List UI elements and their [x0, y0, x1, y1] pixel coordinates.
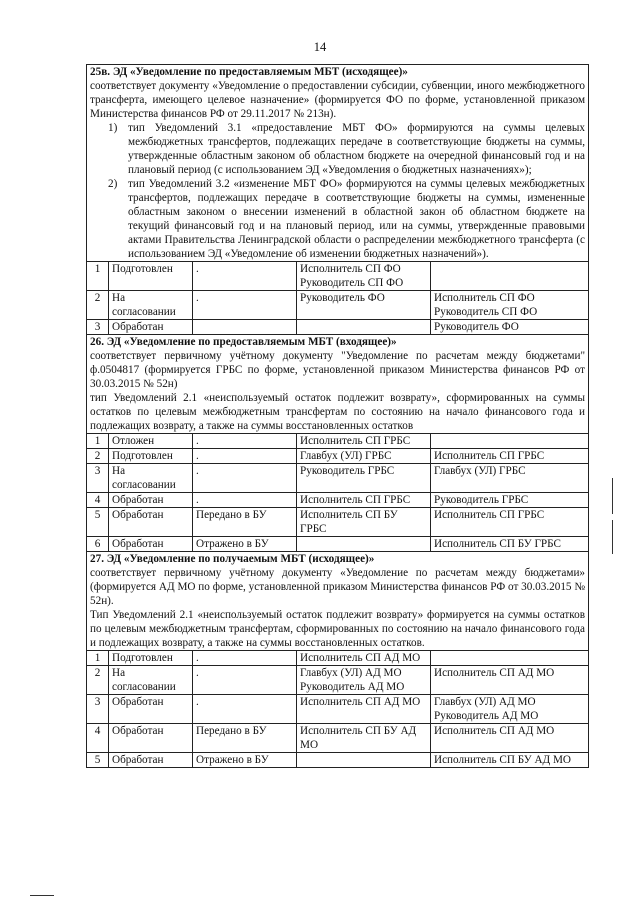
page-number: 14: [313, 40, 327, 54]
status-cell: Обработан: [109, 493, 193, 508]
row-number: 3: [87, 695, 109, 724]
status-cell: Обработан: [109, 724, 193, 753]
responsible-cell: Руководитель ГРБС: [297, 464, 431, 493]
status-cell: Обработан: [109, 320, 193, 335]
table-row: [87, 449, 589, 464]
section-description: [87, 552, 589, 651]
status-cell: Обработан: [109, 695, 193, 724]
responsible-cell: Главбух (УЛ) АД МО Руководитель АД МО: [297, 666, 431, 695]
table-row: [87, 320, 589, 335]
row-number: 4: [87, 493, 109, 508]
row-number: 1: [87, 262, 109, 291]
footer-mark: [30, 895, 54, 896]
row-number: 3: [87, 464, 109, 493]
next-step-cell: Исполнитель СП АД МО: [431, 666, 589, 695]
next-step-cell: Руководитель ГРБС: [431, 493, 589, 508]
document-body: [86, 64, 588, 768]
table-row: [87, 493, 589, 508]
row-number: 4: [87, 724, 109, 753]
responsible-cell: [297, 753, 431, 768]
status-cell: Обработан: [109, 508, 193, 537]
table-row: [87, 291, 589, 320]
section-intro-2: Тип Уведомлений 2.1 «неиспользуемый остаток подлежит возврату» формируется на суммы остатков по целевым межбюджетным трансфертам, сформированных по состоянию на начало финансового года и подлежащих возврату, а также на суммы восстановленных остатков.: [90, 609, 586, 649]
row-number: 6: [87, 537, 109, 552]
status-cell: Отложен: [109, 434, 193, 449]
next-step-cell: [431, 434, 589, 449]
row-number: 3: [87, 320, 109, 335]
list-item-text: тип Уведомлений 3.2 «изменение МБТ ФО» формируются на суммы целевых межбюджетных трансфертов, подлежащих передаче в соответствующие бюджеты на суммы, измененные областным законом о внесении изменений в областной закон об областном бюджете на текущий финансовый год и на плановый период, или на суммы, утвержденные правовыми актами Правительства Ленинградской области о распределении межбюджетного трансферта (с использованием ЭД «Уведомление об изменении бюджетных назначений»).: [128, 178, 586, 260]
basis-cell: .: [193, 434, 297, 449]
basis-cell: Передано в БУ: [193, 724, 297, 753]
next-step-cell: Исполнитель СП БУ ГРБС: [431, 537, 589, 552]
row-number: 2: [87, 666, 109, 695]
list-item: [108, 121, 585, 177]
next-step-cell: Исполнитель СП ГРБС: [431, 449, 589, 464]
status-cell: На согласовании: [109, 464, 193, 493]
status-cell: Подготовлен: [109, 262, 193, 291]
section-title: 27. ЭД «Уведомление по получаемым МБТ (исходящее)»: [90, 553, 375, 565]
responsible-cell: Исполнитель СП БУ ГРБС: [297, 508, 431, 537]
list-item-text: тип Уведомлений 3.1 «предоставление МБТ ФО» формируются на суммы целевых межбюджетных трансфертов, подлежащих передаче в соответствующие бюджеты на суммы, утвержденные областным законом об областном бюджете на очередной финансовый год и на плановый период (с использованием ЭД «Уведомления о бюджетных назначениях»);: [128, 122, 586, 176]
status-cell: На согласовании: [109, 666, 193, 695]
row-number: 5: [87, 753, 109, 768]
next-step-cell: Руководитель ФО: [431, 320, 589, 335]
section-description: [87, 335, 589, 434]
next-step-cell: [431, 262, 589, 291]
basis-cell: .: [193, 695, 297, 724]
margin-mark: [612, 478, 613, 514]
next-step-cell: Исполнитель СП АД МО: [431, 724, 589, 753]
status-cell: Обработан: [109, 537, 193, 552]
section-intro-2: тип Уведомлений 2.1 «неиспользуемый остаток подлежит возврату», сформированных на суммы остатков по целевым межбюджетным трансфертам по состоянию на начало финансового года и подлежащих возврату, а также на суммы восстановленных остатков: [90, 392, 586, 432]
list-item-number: 1): [108, 122, 118, 134]
next-step-cell: Главбух (УЛ) ГРБС: [431, 464, 589, 493]
responsible-cell: Исполнитель СП БУ АД МО: [297, 724, 431, 753]
table-row: [87, 464, 589, 493]
table-row: [87, 537, 589, 552]
status-cell: Подготовлен: [109, 449, 193, 464]
basis-cell: Передано в БУ: [193, 508, 297, 537]
next-step-cell: [431, 651, 589, 666]
list-item-number: 2): [108, 178, 118, 190]
basis-cell: .: [193, 464, 297, 493]
table-row: [87, 666, 589, 695]
section-intro: соответствует первичному учётному документу "Уведомление по расчетам между бюджетами" ф.0504817 (формируется ГРБС по форме, установленной приказом Министерства финансов РФ от 30.03.2015 № 52н): [90, 350, 586, 390]
status-cell: На согласовании: [109, 291, 193, 320]
margin-mark: [612, 520, 613, 554]
next-step-cell: Исполнитель СП БУ АД МО: [431, 753, 589, 768]
section-intro: соответствует документу «Уведомление о предоставлении субсидии, субвенции, иного межбюджетного трансферта, имеющего целевое назначение» (формируется ФО по форме, установленной приказом Министерства финансов РФ от 29.11.2017 № 213н).: [90, 80, 586, 120]
table-row: [87, 724, 589, 753]
table-row: [87, 262, 589, 291]
row-number: 2: [87, 449, 109, 464]
status-cell: Подготовлен: [109, 651, 193, 666]
basis-cell: .: [193, 493, 297, 508]
basis-cell: [193, 320, 297, 335]
basis-cell: .: [193, 666, 297, 695]
section-intro: соответствует первичному учётному документу «Уведомление по расчетам между бюджетами» (формируется АД МО по форме, установленной приказом Министерства финансов РФ от 30.03.2015 № 52н).: [90, 567, 586, 607]
table-row: [87, 651, 589, 666]
table-row: [87, 753, 589, 768]
responsible-cell: Исполнитель СП АД МО: [297, 651, 431, 666]
basis-cell: Отражено в БУ: [193, 753, 297, 768]
basis-cell: .: [193, 262, 297, 291]
responsible-cell: [297, 320, 431, 335]
responsible-cell: Исполнитель СП ГРБС: [297, 493, 431, 508]
next-step-cell: Исполнитель СП ГРБС: [431, 508, 589, 537]
basis-cell: .: [193, 651, 297, 666]
responsible-cell: Исполнитель СП ФО Руководитель СП ФО: [297, 262, 431, 291]
table-row: [87, 508, 589, 537]
section-header-row: [87, 65, 589, 262]
basis-cell: Отражено в БУ: [193, 537, 297, 552]
section-title: 26. ЭД «Уведомление по предоставляемым МБТ (входящее)»: [90, 336, 397, 348]
list-item: [108, 177, 585, 261]
section-description: [87, 65, 589, 262]
next-step-cell: Исполнитель СП ФО Руководитель СП ФО: [431, 291, 589, 320]
responsible-cell: [297, 537, 431, 552]
responsible-cell: Исполнитель СП АД МО: [297, 695, 431, 724]
row-number: 2: [87, 291, 109, 320]
basis-cell: .: [193, 449, 297, 464]
row-number: 1: [87, 434, 109, 449]
row-number: 1: [87, 651, 109, 666]
section-header-row: [87, 335, 589, 434]
responsible-cell: Руководитель ФО: [297, 291, 431, 320]
status-cell: Обработан: [109, 753, 193, 768]
table-row: [87, 695, 589, 724]
section-header-row: [87, 552, 589, 651]
responsible-cell: Главбух (УЛ) ГРБС: [297, 449, 431, 464]
status-table: [86, 64, 589, 768]
status-table-body: [87, 65, 589, 768]
table-row: [87, 434, 589, 449]
responsible-cell: Исполнитель СП ГРБС: [297, 434, 431, 449]
section-title: 25в. ЭД «Уведомление по предоставляемым МБТ (исходящее)»: [90, 66, 408, 78]
next-step-cell: Главбух (УЛ) АД МО Руководитель АД МО: [431, 695, 589, 724]
row-number: 5: [87, 508, 109, 537]
basis-cell: .: [193, 291, 297, 320]
